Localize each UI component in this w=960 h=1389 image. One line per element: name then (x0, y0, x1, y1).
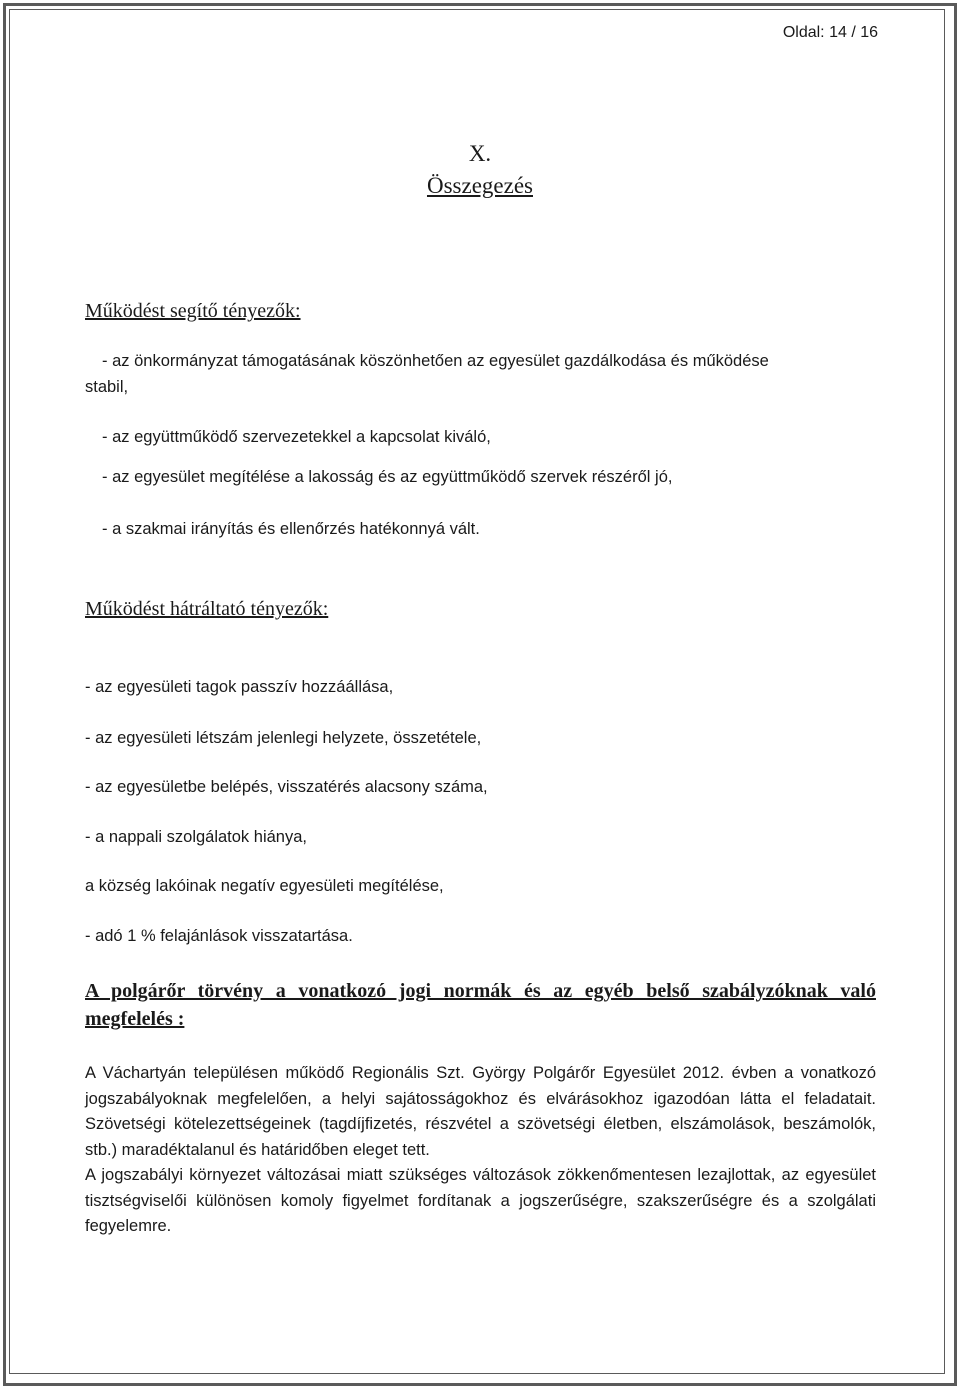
hindering-item: - a nappali szolgálatok hiánya, (85, 828, 307, 846)
helping-item: - az egyesület megítélése a lakosság és az együttműködő szervek részéről jó, (102, 468, 673, 486)
helping-item: stabil, (85, 378, 129, 396)
helping-item: - a szakmai irányítás és ellenőrzés hatékonnyá vált. (102, 520, 480, 538)
hindering-item: - az egyesületbe belépés, visszatérés alacsony száma, (85, 778, 488, 796)
hindering-factors-title: Működést hátráltató tényezők: (85, 598, 329, 620)
compliance-title: A polgárőr törvény a vonatkozó jogi normák és az egyéb belső szabályzóknak való megfelelés : (85, 980, 876, 1030)
hindering-item: a község lakóinak negatív egyesületi megítélése, (85, 877, 444, 895)
compliance-paragraph: A Váchartyán településen működő Regionális Szt. György Polgárőr Egyesület 2012. évben a vonatkozó jogszabályoknak megfelelően, a helyi sajátosságokhoz és elvárásokhoz igazodóan látta el feladatait. Szövetségi kötelezettségeinek (tagdíjfizetés, részvétel a szövetségi életben, elszámolások, beszámolók, stb.) maradéktalanul és határidőben eleget tett. (85, 1064, 876, 1159)
chapter-title: Összegezés (426, 173, 533, 198)
helping-factors-title: Működést segítő tényezők: (85, 300, 301, 322)
page-number: Oldal: 14 / 16 (782, 24, 878, 41)
helping-item: - az együttműködő szervezetekkel a kapcsolat kiváló, (102, 428, 491, 446)
hindering-item: - adó 1 % felajánlások visszatartása. (85, 927, 353, 945)
compliance-paragraph: A jogszabályi környezet változásai miatt szükséges változások zökkenőmentesen lezajlottak, az egyesület tisztségviselői különösen komoly figyelmet fordítanak a jogszerűségre, szakszerűségre és a szolgálati fegyelemre. (85, 1166, 876, 1235)
helping-item: - az önkormányzat támogatásának köszönhetően az egyesület gazdálkodása és működése (102, 352, 769, 370)
hindering-item: - az egyesületi létszám jelenlegi helyzete, összetétele, (85, 729, 482, 747)
hindering-item: - az egyesületi tagok passzív hozzáállása, (85, 678, 394, 696)
chapter-number: X. (468, 141, 492, 166)
